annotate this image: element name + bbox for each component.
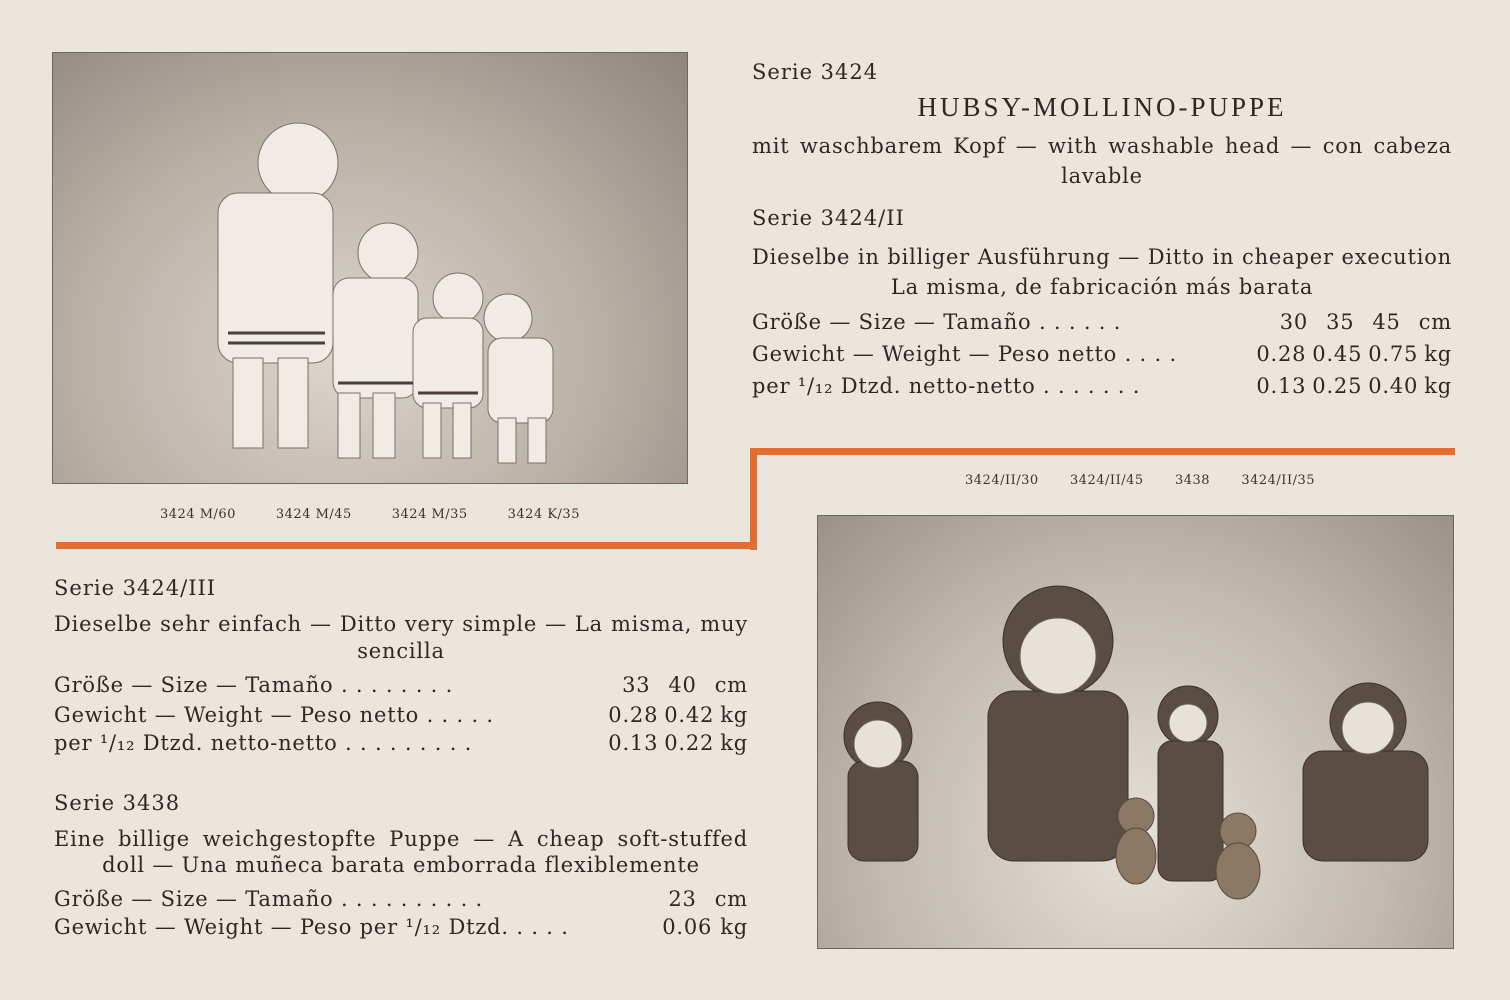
description-line: doll — Una muñeca barata emborrada flexiblemente: [102, 853, 700, 877]
dolls-illustration: [53, 53, 687, 483]
spec-value: 0.75: [1368, 342, 1419, 366]
spec-values: [608, 731, 748, 755]
serie-3424-iii-description: [54, 611, 748, 665]
serie-3424-description: [752, 131, 1452, 191]
spec-unit: kg: [1424, 374, 1452, 398]
spec-value: 45: [1372, 310, 1401, 334]
serie-3424-heading: Serie 3424: [752, 60, 879, 84]
spec-row-per-dozen: [752, 374, 1452, 406]
spec-value: 0.28: [608, 703, 659, 727]
spec-value: 0.42: [664, 703, 715, 727]
spec-value: 0.45: [1312, 342, 1363, 366]
spec-unit: cm: [714, 887, 748, 911]
spec-value: 0.28: [1256, 342, 1307, 366]
description-line: mit waschbarem Kopf — with washable head — con cabeza: [752, 134, 1452, 158]
serie-3438-specs: [54, 887, 748, 943]
photo-seated-dolls: [817, 515, 1454, 949]
serie-3424-ii-heading: Serie 3424/II: [752, 206, 905, 230]
spec-label: per ¹/₁₂ Dtzd. netto-netto . . . . . . .: [752, 374, 1141, 398]
photo-label: 3424 M/60: [160, 507, 236, 522]
description-line: Eine billige weichgestopfte Puppe — A cheap soft-stuffed: [54, 827, 748, 851]
spec-unit: kg: [720, 703, 748, 727]
spec-values: [668, 887, 748, 911]
spec-values: [622, 673, 748, 697]
photo-label: 3438: [1174, 473, 1211, 488]
spec-label: Größe — Size — Tamaño . . . . . . . .: [54, 673, 454, 697]
serie-3424-ii-specs: [752, 310, 1452, 406]
spec-row-weight: [752, 342, 1452, 374]
spec-values: [662, 915, 748, 939]
spec-value: 0.13: [608, 731, 659, 755]
spec-value: 0.40: [1368, 374, 1419, 398]
spec-row-size: [54, 673, 748, 703]
spec-value: 23: [668, 887, 697, 911]
spec-value: 35: [1326, 310, 1355, 334]
spec-values: [1256, 374, 1452, 398]
spec-label: Gewicht — Weight — Peso per ¹/₁₂ Dtzd. . . . .: [54, 915, 569, 939]
photo-label: 3424 M/35: [391, 507, 468, 522]
description-line: lavable: [1061, 164, 1143, 188]
spec-value: 0.22: [664, 731, 715, 755]
spec-row-weight: [54, 703, 748, 731]
divider-rule-vertical: [750, 448, 757, 550]
photo-label: 3424 K/35: [507, 507, 580, 522]
spec-unit: kg: [720, 731, 748, 755]
bottom-photo-labels: [965, 473, 1315, 488]
spec-values: [1280, 310, 1452, 334]
divider-rule-left: [56, 542, 757, 549]
description-line: La misma, de fabricación más barata: [890, 275, 1314, 299]
spec-row-weight: [54, 915, 748, 943]
serie-3424-ii-description: [752, 242, 1452, 302]
description-line: sencilla: [357, 639, 445, 663]
spec-value: 0.13: [1256, 374, 1307, 398]
photo-label: 3424/II/45: [1069, 473, 1144, 488]
top-photo-labels: [160, 507, 580, 522]
description-line: Dieselbe in billiger Ausführung — Ditto in cheaper execution: [752, 245, 1452, 269]
description-line: Dieselbe sehr einfach — Ditto very simple — La misma, muy: [54, 612, 748, 636]
spec-unit: cm: [1418, 310, 1452, 334]
seated-dolls-illustration: [818, 516, 1453, 948]
serie-3424-iii-heading: Serie 3424/III: [54, 576, 217, 600]
photo-walking-dolls: [52, 52, 688, 484]
spec-values: [608, 703, 748, 727]
spec-value: 33: [622, 673, 651, 697]
spec-row-size: [752, 310, 1452, 342]
spec-row-per-dozen: [54, 731, 748, 759]
spec-value: 0.25: [1312, 374, 1363, 398]
spec-label: Gewicht — Weight — Peso netto . . . . .: [54, 703, 494, 727]
spec-unit: cm: [714, 673, 748, 697]
spec-label: Größe — Size — Tamaño . . . . . . . . . .: [54, 887, 484, 911]
spec-row-size: [54, 887, 748, 915]
serie-3438-heading: Serie 3438: [54, 791, 181, 815]
spec-label: Größe — Size — Tamaño . . . . . .: [752, 310, 1122, 334]
spec-unit: kg: [720, 915, 748, 939]
serie-3438-description: [54, 826, 748, 878]
spec-unit: kg: [1424, 342, 1452, 366]
spec-label: Gewicht — Weight — Peso netto . . . .: [752, 342, 1177, 366]
spec-value: 30: [1279, 310, 1309, 334]
photo-label: 3424/II/30: [965, 473, 1039, 488]
spec-label: per ¹/₁₂ Dtzd. netto-netto . . . . . . . . .: [54, 731, 473, 755]
photo-label: 3424/II/35: [1241, 473, 1315, 488]
serie-3424-iii-specs: [54, 673, 748, 759]
spec-value: 40: [668, 673, 697, 697]
spec-values: [1256, 342, 1452, 366]
spec-value: 0.06: [662, 915, 713, 939]
photo-label: 3424 M/45: [275, 507, 352, 522]
product-title: HUBSY-MOLLINO-PUPPE: [917, 92, 1287, 122]
divider-rule-right: [750, 448, 1455, 455]
